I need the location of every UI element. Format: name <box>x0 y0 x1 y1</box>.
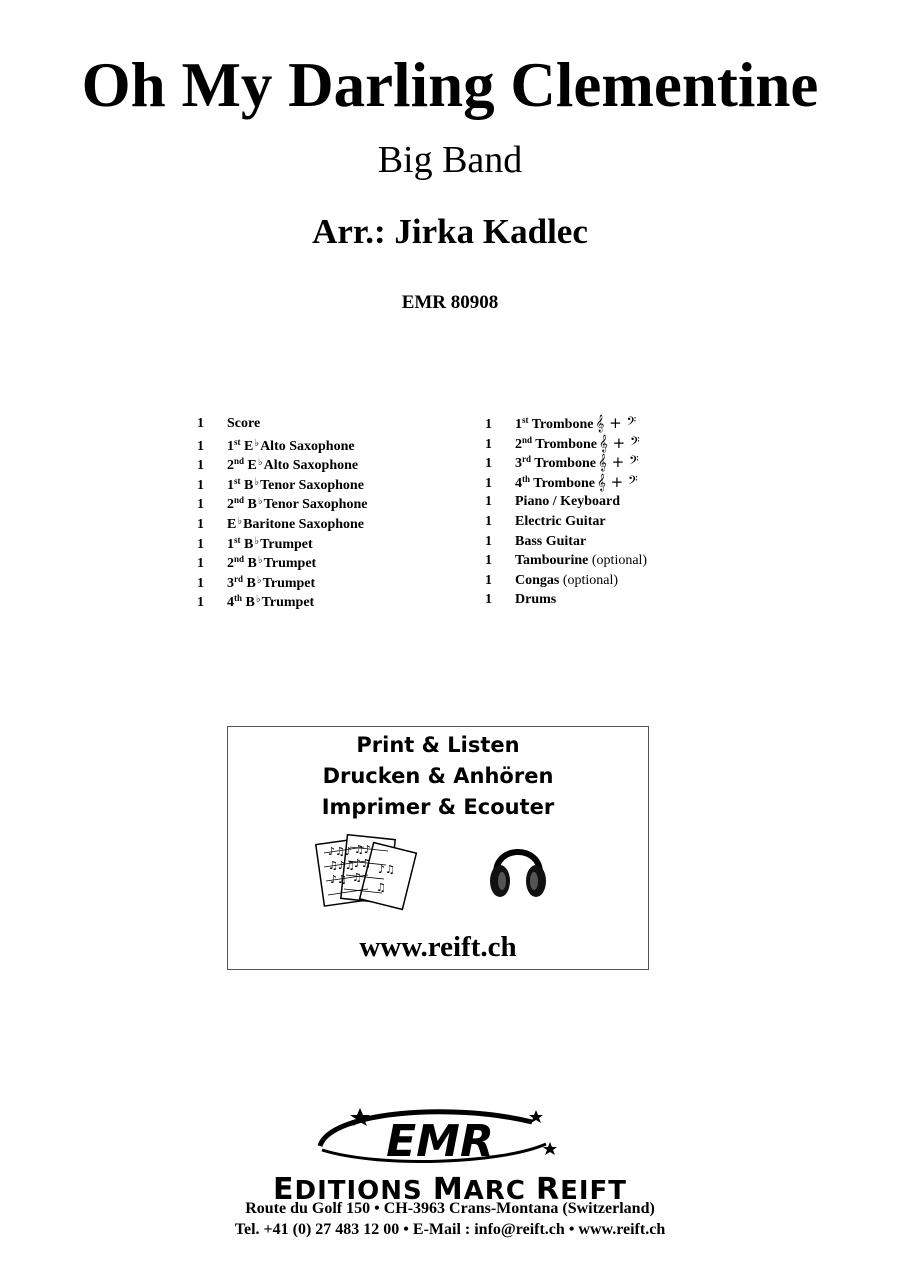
part-quantity: 1 <box>485 513 492 529</box>
part-key: B <box>247 556 257 572</box>
part-ordinal: 1 <box>515 417 522 432</box>
svg-text:♫♪: ♫♪ <box>354 843 371 856</box>
part-row <box>197 473 367 493</box>
part-name: Drums <box>515 592 557 608</box>
part-quantity: 1 <box>485 553 492 569</box>
part-row <box>485 414 647 434</box>
part-ordinal-suffix: nd <box>522 434 533 445</box>
emr-logo <box>300 1104 564 1170</box>
part-quantity: 1 <box>197 536 204 552</box>
part-quantity: 1 <box>485 436 492 452</box>
flat-sign-icon: ♭ <box>254 476 260 488</box>
part-ordinal: 1 <box>227 438 234 454</box>
flat-sign-icon: ♭ <box>256 574 262 586</box>
part-quantity: 1 <box>197 497 204 513</box>
part-row <box>197 434 367 454</box>
flat-sign-icon: ♭ <box>257 496 263 508</box>
part-name: Bass Guitar <box>515 533 587 549</box>
part-name: Tambourine <box>515 553 589 569</box>
part-name: Trombone <box>535 436 597 452</box>
part-name: Trumpet <box>263 556 317 572</box>
part-name: Trombone <box>533 475 595 491</box>
part-ordinal-suffix: st <box>234 475 241 486</box>
part-row <box>197 551 367 571</box>
clef-icons: 𝄞 + 𝄢 <box>598 433 640 452</box>
part-row <box>485 512 647 532</box>
part-ordinal: 3 <box>515 456 522 472</box>
part-row <box>197 571 367 591</box>
publisher-contact: Tel. +41 (0) 27 483 12 00 • E-Mail : info@reift.ch • www.reift.ch <box>234 1221 666 1238</box>
part-row <box>485 473 647 493</box>
part-key: B <box>244 477 254 493</box>
part-row <box>197 590 367 610</box>
publisher-name: EDITIONS MARC REIFT <box>273 1172 627 1207</box>
part-name: Tenor Saxophone <box>263 497 368 513</box>
part-quantity: 1 <box>485 533 492 549</box>
part-ordinal: 4 <box>515 475 522 491</box>
svg-text:♪♫: ♪♫ <box>354 857 371 870</box>
part-name: Alto Saxophone <box>263 458 359 474</box>
svg-text:♪♫: ♪♫ <box>330 873 347 886</box>
edition-number: EMR 80908 <box>401 292 499 313</box>
part-ordinal-suffix: th <box>234 593 243 604</box>
website-link[interactable]: www.reift.ch <box>359 931 517 963</box>
sheet-music-icon <box>314 833 422 913</box>
print-listen-en: Print & Listen <box>356 733 520 757</box>
part-ordinal-suffix: nd <box>234 495 245 506</box>
emr-logo-text: EMR <box>386 1116 494 1167</box>
part-name: Trumpet <box>261 595 315 611</box>
arranger-credit: Arr.: Jirka Kadlec <box>312 212 588 251</box>
part-ordinal-suffix: nd <box>234 456 245 467</box>
part-row <box>485 590 647 610</box>
clef-icons: 𝄞 + 𝄢 <box>596 472 638 491</box>
part-name: Score <box>227 416 261 431</box>
part-name: Trombone <box>531 417 594 432</box>
part-quantity: 1 <box>197 438 204 454</box>
part-key: E <box>227 516 237 532</box>
part-quantity: 1 <box>485 592 492 608</box>
part-name: Alto Saxophone <box>260 438 355 454</box>
part-quantity: 1 <box>485 494 492 510</box>
part-ordinal-suffix: th <box>522 473 531 484</box>
part-quantity: 1 <box>485 417 492 432</box>
part-key: B <box>247 497 257 513</box>
part-quantity: 1 <box>485 456 492 472</box>
flat-sign-icon: ♭ <box>255 594 261 606</box>
part-ordinal: 2 <box>227 556 234 572</box>
headphones-icon <box>486 833 550 903</box>
part-row <box>485 434 647 454</box>
email-link[interactable]: info@reift.ch <box>474 1221 565 1238</box>
part-ordinal-suffix: st <box>234 534 241 545</box>
part-ordinal-suffix: st <box>522 415 529 425</box>
part-ordinal-suffix: rd <box>234 573 243 584</box>
flat-sign-icon: ♭ <box>257 555 263 567</box>
part-ordinal: 3 <box>227 575 234 591</box>
svg-text:♪♫♪: ♪♫♪ <box>328 845 352 858</box>
publisher-address: Route du Golf 150 • CH-3963 Crans-Montana (Switzerland) <box>245 1200 655 1217</box>
part-ordinal: 2 <box>515 436 522 452</box>
part-ordinal-suffix: rd <box>522 454 531 465</box>
part-ordinal-suffix: st <box>234 436 241 447</box>
part-quantity: 1 <box>197 416 204 431</box>
part-row <box>485 492 647 512</box>
part-name: Trumpet <box>262 575 316 591</box>
part-row <box>197 492 367 512</box>
part-row <box>197 532 367 552</box>
part-ordinal: 1 <box>227 536 234 552</box>
print-listen-box <box>227 726 649 970</box>
part-row <box>197 512 367 532</box>
part-quantity: 1 <box>197 556 204 572</box>
part-ordinal: 2 <box>227 458 234 474</box>
print-listen-de: Drucken & Anhören <box>322 764 554 788</box>
parts-list-left <box>197 414 367 610</box>
part-quantity: 1 <box>485 572 492 588</box>
part-ordinal: 2 <box>227 497 234 513</box>
print-listen-fr: Imprimer & Ecouter <box>321 795 555 819</box>
part-name: Congas <box>515 572 560 588</box>
part-name: Trombone <box>534 456 596 472</box>
part-quantity: 1 <box>197 595 204 611</box>
svg-text:♫: ♫ <box>352 871 362 884</box>
part-quantity: 1 <box>485 475 492 491</box>
flat-sign-icon: ♭ <box>237 515 243 527</box>
ensemble-subtitle: Big Band <box>377 139 523 181</box>
part-ordinal: 4 <box>227 595 234 611</box>
part-ordinal: 1 <box>227 477 234 493</box>
part-ordinal-suffix: nd <box>234 554 245 565</box>
flat-sign-icon: ♭ <box>254 437 260 449</box>
part-row <box>485 453 647 473</box>
part-key: E <box>247 458 257 474</box>
part-name: Piano / Keyboard <box>515 494 621 510</box>
part-quantity: 1 <box>197 516 204 532</box>
flat-sign-icon: ♭ <box>254 535 260 547</box>
part-optional: (optional) <box>562 572 619 588</box>
score-title: Oh My Darling Clementine <box>81 50 819 120</box>
part-row <box>485 551 647 571</box>
part-quantity: 1 <box>197 458 204 474</box>
clef-icons: 𝄞 + 𝄢 <box>597 453 639 472</box>
part-row <box>197 453 367 473</box>
part-key: B <box>244 536 254 552</box>
svg-text:♫: ♫ <box>376 881 386 894</box>
svg-text:♫♪♫: ♫♪♫ <box>328 859 355 872</box>
part-quantity: 1 <box>197 477 204 493</box>
parts-list-right <box>485 414 647 610</box>
part-row <box>197 414 367 434</box>
part-key: E <box>244 438 254 454</box>
part-name: Trumpet <box>260 536 313 552</box>
part-name: Tenor Saxophone <box>260 477 364 493</box>
part-quantity: 1 <box>197 575 204 591</box>
flat-sign-icon: ♭ <box>257 457 263 469</box>
part-key: B <box>245 595 255 611</box>
part-name: Electric Guitar <box>515 513 606 529</box>
part-key: B <box>246 575 256 591</box>
part-row <box>485 532 647 552</box>
clef-icons: 𝄞 + 𝄢 <box>595 414 637 432</box>
part-row <box>485 571 647 591</box>
svg-text:♪♫: ♪♫ <box>378 863 395 876</box>
part-optional: (optional) <box>591 553 648 569</box>
part-name: Baritone Saxophone <box>243 516 365 532</box>
